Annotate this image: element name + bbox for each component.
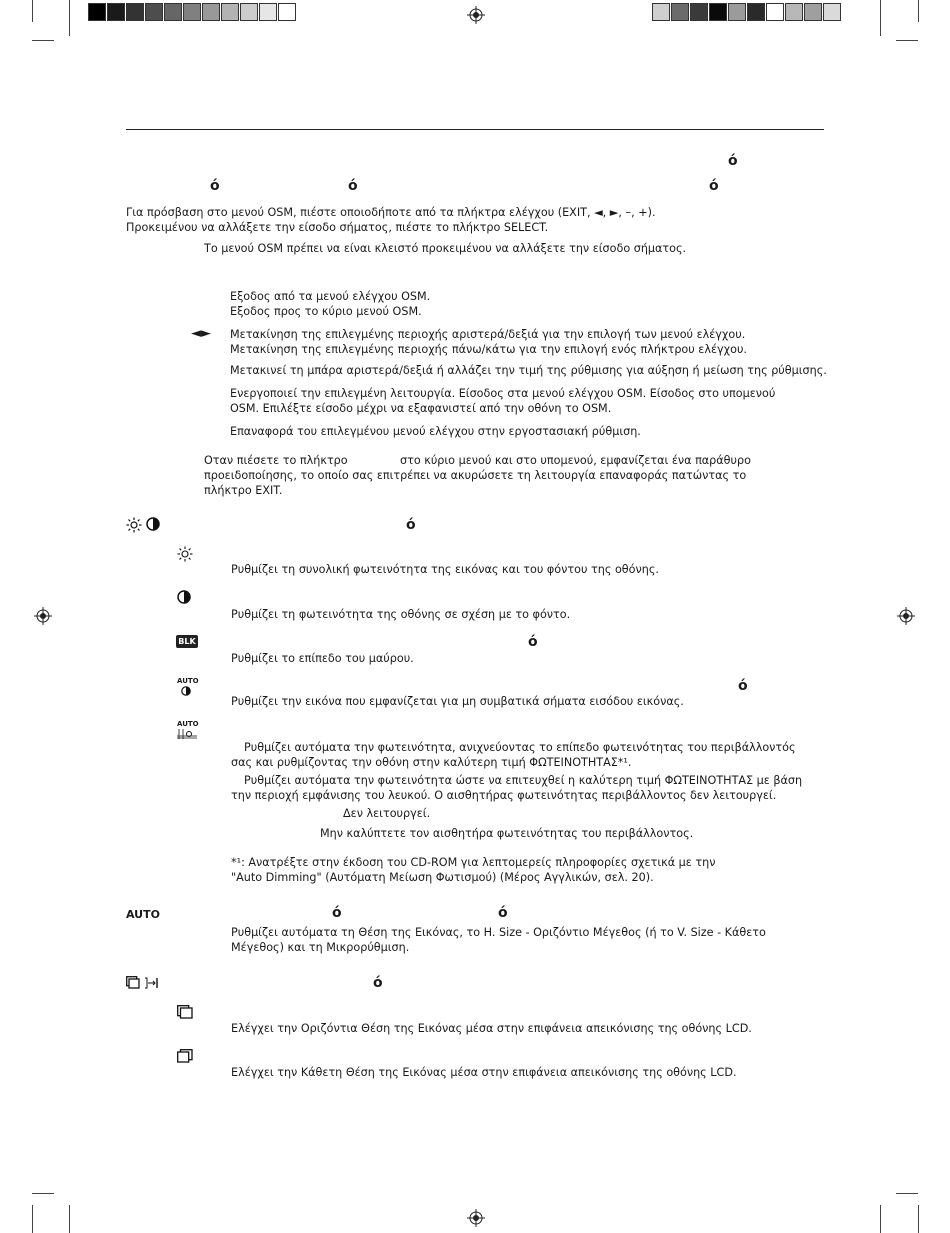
select-desc: Ενεργοποιεί την επιλεγμένη λειτουργία. Είσοδος στα μενού ελέγχου OSM. Είσοδος στο υπομενού [230, 387, 776, 400]
color-swatch [804, 3, 822, 21]
crop-mark [32, 0, 33, 22]
h-position-desc: Ελέγχει την Οριζόντια Θέση της Εικόνας μέσα στην επιφάνεια απεικόνισης της οθόνης LCD. [231, 1022, 752, 1035]
auto-dimming-desc: Ρυθμίζει αυτόματα την φωτεινότητα ώστε να επιτευχθεί η καλύτερη τιμή ΦΩΤΕΙΝΟΤΗΤΑΣ με βάση [244, 774, 803, 787]
footnote: "Auto Dimming" (Αυτόματη Μείωση Φωτισμού) (Μέρος Αγγλικών, σελ. 20). [231, 871, 654, 884]
arrows-desc: Μετακίνηση της επιλεγμένης περιοχής αριστερά/δεξιά για την επιλογή των μενού ελέγχου. [230, 328, 746, 341]
auto-adjust-label: AUTO [126, 908, 160, 921]
black-level-desc: Ρυθμίζει το επίπεδο του μαύρου. [231, 652, 414, 665]
contrast-icon [146, 517, 160, 531]
crop-mark [32, 1193, 54, 1194]
color-swatch [221, 3, 239, 21]
auto-contrast-desc: Ρυθμίζει την εικόνα που εμφανίζεται για μη συμβατικά σήματα εισόδου εικόνας. [231, 695, 684, 708]
color-swatch [164, 3, 182, 21]
crop-mark [69, 1205, 70, 1233]
auto-dimming-desc: Ρυθμίζει αυτόματα την φωτεινότητα, ανιχνεύοντας το επίπεδο φωτεινότητας του περιβάλλοντός [244, 741, 796, 754]
header-rule [126, 129, 824, 130]
reset-note: προειδοποίησης, το οποίο σας επιτρέπει να ακυρώσετε τη λειτουργία επαναφοράς πατώντας το [204, 469, 747, 482]
auto-contrast-icon-label: AUTO [177, 677, 199, 685]
crop-mark [918, 0, 919, 22]
size-adjust-icon [144, 977, 158, 989]
color-swatch [766, 3, 784, 21]
brightness-icon [177, 546, 193, 562]
auto-dimming-icon [177, 720, 199, 740]
color-swatch [747, 3, 765, 21]
color-swatch [823, 3, 841, 21]
crop-mark [880, 0, 881, 36]
brightness-icon [126, 517, 142, 533]
bold-glyph: ό [728, 153, 738, 169]
reset-desc: Επαναφορά του επιλεγμένου μενού ελέγχου στην εργοστασιακή ρύθμιση. [230, 425, 641, 438]
brightness-desc: Ρυθμίζει τη συνολική φωτεινότητα της εικόνας και του φόντου της οθόνης. [231, 563, 659, 576]
registration-mark-icon [897, 607, 915, 625]
select-desc: OSM. Επιλέξτε είσοδο μέχρι να εξαφανιστεί από την οθόνη το OSM. [230, 402, 612, 415]
bold-glyph: ό [709, 178, 719, 194]
crop-mark [69, 0, 70, 36]
intro-line: Προκειμένου να αλλάξετε την είσοδο σήματος, πιέστε το πλήκτρο SELECT. [126, 221, 549, 234]
reset-note: Οταν πιέσετε το πλήκτρο [204, 454, 348, 467]
crop-mark [896, 1193, 918, 1194]
arrows-desc: Μετακίνηση της επιλεγμένης περιοχής πάνω/κάτω για την επιλογή ενός πλήκτρου ελέγχου. [230, 343, 747, 356]
color-calibration-bar [652, 3, 842, 21]
auto-adjust-desc: Μέγεθος) και τη Μικρορύθμιση. [231, 941, 410, 954]
registration-mark-icon [467, 1209, 485, 1227]
bold-glyph: ό [498, 905, 508, 921]
reset-note: στο κύριο μενού και στο υπομενού, εμφανίζεται ένα παράθυρο [400, 454, 751, 467]
crop-mark [896, 40, 918, 41]
exit-desc: Εξοδος προς το κύριο μενού OSM. [230, 305, 422, 318]
registration-mark-icon [34, 607, 52, 625]
position-icon [126, 976, 140, 989]
crop-mark [880, 1205, 881, 1233]
color-swatch [145, 3, 163, 21]
auto-dimming-caution: Μην καλύπτετε τον αισθητήρα φωτεινότητας του περιβάλλοντος. [320, 827, 694, 840]
intro-line: Για πρόσβαση στο μενού OSM, πιέστε οποιοδήποτε από τα πλήκτρα ελέγχου (EXIT, ◄, ►, –, +). [126, 206, 656, 219]
bold-glyph: ό [348, 178, 358, 194]
crop-mark [32, 1205, 33, 1233]
bold-glyph: ό [738, 678, 748, 694]
registration-mark-icon [467, 6, 485, 24]
reset-note: πλήκτρο EXIT. [204, 484, 283, 497]
color-swatch [259, 3, 277, 21]
color-swatch [671, 3, 689, 21]
bold-glyph: ό [210, 178, 220, 194]
contrast-desc: Ρυθμίζει τη φωτεινότητα της οθόνης σε σχέση με το φόντο. [231, 608, 571, 621]
black-level-icon-label: BLK [178, 637, 196, 646]
auto-adjust-desc: Ρυθμίζει αυτόματα τη Θέση της Εικόνας, το H. Size - Οριζόντιο Μέγεθος (ή το V. Size - Κάθετο [231, 926, 766, 939]
exit-desc: Εξοδος από τα μενού ελέγχου OSM. [230, 290, 431, 303]
color-swatch [652, 3, 670, 21]
bold-glyph: ό [332, 905, 342, 921]
bold-glyph: ό [406, 517, 416, 533]
crop-mark [918, 1205, 919, 1233]
v-position-icon [177, 1049, 193, 1063]
color-swatch [126, 3, 144, 21]
h-position-icon [177, 1005, 193, 1019]
color-swatch [785, 3, 803, 21]
auto-dimming-desc: σας και ρυθμίζοντας την οθόνη στην καλύτερη τιμή ΦΩΤΕΙΝΟΤΗΤΑΣ*¹. [231, 756, 632, 769]
color-swatch [202, 3, 220, 21]
v-position-desc: Ελέγχει την Κάθετη Θέση της Εικόνας μέσα στην επιφάνεια απεικόνισης της οθόνης LCD. [231, 1066, 737, 1079]
color-swatch [690, 3, 708, 21]
footnote: *¹: Ανατρέξτε στην έκδοση του CD-ROM για λεπτομερείς πληροφορίες σχετικά με την [231, 856, 716, 869]
grayscale-calibration-bar [88, 3, 297, 21]
color-swatch [278, 3, 296, 21]
crop-mark [32, 40, 54, 41]
black-level-icon [176, 635, 198, 648]
minus-plus-desc: Μετακινεί τη μπάρα αριστερά/δεξιά ή αλλάζει την τιμή της ρύθμισης για αύξηση ή μείωση της ρύθμισης. [230, 364, 827, 377]
bold-glyph: ό [373, 975, 383, 991]
color-swatch [240, 3, 258, 21]
auto-dimming-desc: την περιοχή εμφάνισης του λευκού. Ο αισθητήρας φωτεινότητας περιβάλλοντος δεν λειτουργεί. [231, 789, 777, 802]
arrows-icon: ◄► [191, 326, 211, 341]
contrast-icon [177, 590, 191, 604]
auto-dimming-icon-label: AUTO [177, 720, 199, 728]
color-swatch [88, 3, 106, 21]
intro-note: Το μενού OSM πρέπει να είναι κλειστό προκειμένου να αλλάξετε την είσοδο σήματος. [204, 242, 687, 255]
auto-contrast-icon [177, 677, 199, 697]
color-swatch [709, 3, 727, 21]
color-swatch [728, 3, 746, 21]
bold-glyph: ό [528, 634, 538, 650]
color-swatch [183, 3, 201, 21]
auto-dimming-off: Δεν λειτουργεί. [343, 807, 431, 820]
color-swatch [107, 3, 125, 21]
